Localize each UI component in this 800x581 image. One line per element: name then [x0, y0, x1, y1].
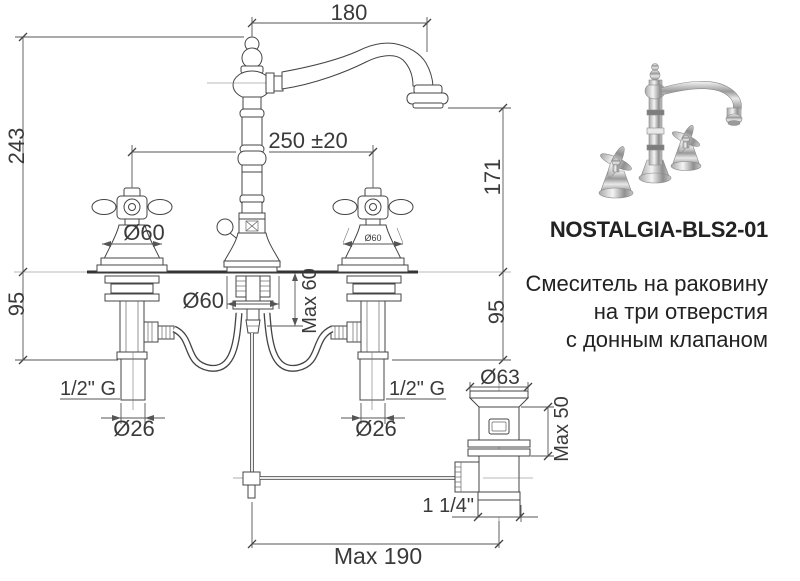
product-description-line: с донным клапаном [565, 327, 768, 352]
dim-tail-dia-right [341, 403, 405, 441]
product-description-line: Смеситель на раковину [525, 271, 768, 296]
product-code: NOSTALGIA-BLS2-01 [549, 217, 768, 242]
product-description-line: на три отверстия [593, 299, 768, 324]
dim-label-95-right: 95 [484, 299, 509, 325]
dim-label-thread-right: 1/2" G [389, 378, 446, 400]
dim-label-171: 171 [480, 158, 505, 196]
popup-rod [233, 333, 455, 498]
dim-label-thread-left: 1/2" G [60, 378, 117, 400]
dim-label-dia63: Ø63 [480, 366, 520, 389]
photo-handle-right [671, 124, 702, 171]
photo-handle-left [599, 145, 634, 198]
dim-inlet-thread-right [386, 378, 446, 400]
dim-label-95-left: 95 [4, 291, 29, 317]
dim-label-dia26-left: Ø26 [113, 416, 155, 441]
product-description [438, 270, 768, 354]
dim-inlet-thread-left [60, 378, 120, 400]
dim-label-dia60-right: Ø60 [364, 233, 382, 243]
dim-label-243: 243 [4, 127, 29, 165]
dim-max-deck-thickness [267, 268, 321, 334]
product-photo [599, 64, 742, 199]
dim-label-dia60-center: Ø60 [182, 288, 224, 313]
dim-label-max50: Max 50 [551, 396, 573, 462]
spout [282, 43, 433, 89]
dim-spout-outlet-height [448, 104, 511, 276]
dim-label-max60: Max 60 [299, 268, 321, 334]
dim-under-deck-left [4, 272, 118, 364]
dim-spout-reach [248, 0, 431, 52]
dim-label-1-1-4: 1 1/4" [422, 495, 474, 517]
body-bell [224, 233, 280, 262]
dim-label-dia60-left: Ø60 [123, 220, 165, 245]
dim-label-180: 180 [330, 0, 368, 25]
dim-waste-flange-dia [466, 366, 532, 391]
dim-label-dia26-right: Ø26 [355, 416, 397, 441]
handle-right [333, 186, 413, 272]
dim-label-250: 250 ±20 [268, 128, 348, 153]
hose-left [174, 313, 239, 368]
dim-label-max190: Max 190 [333, 543, 423, 569]
